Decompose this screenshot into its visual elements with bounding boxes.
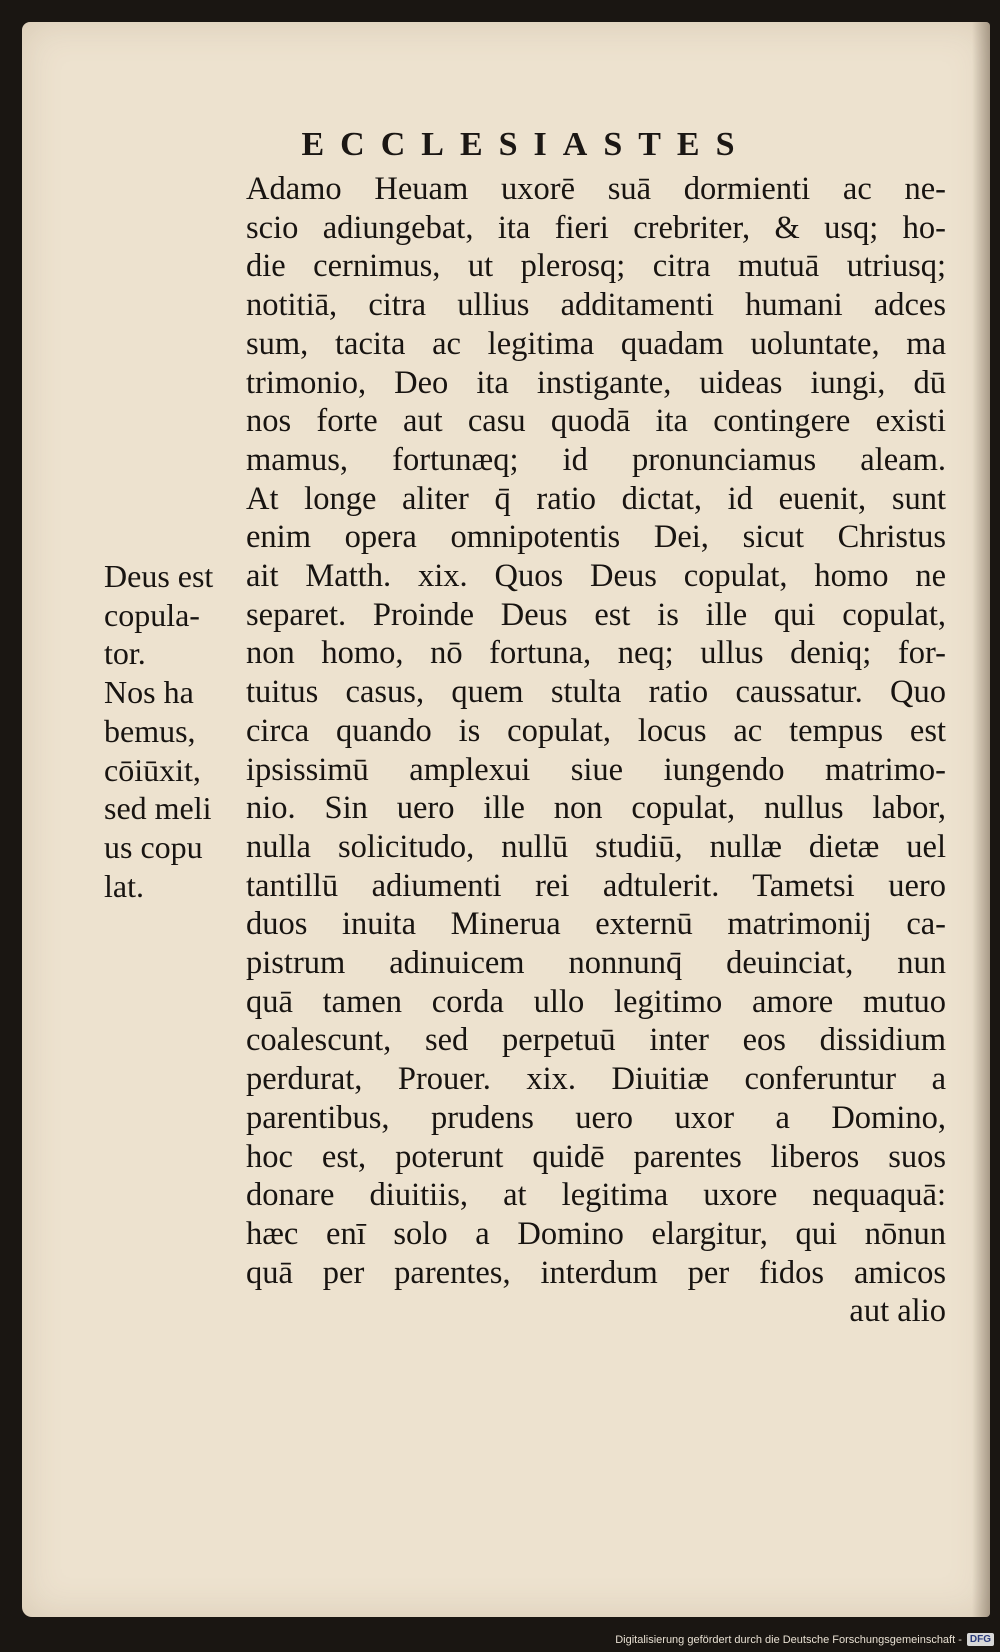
text-line: die cernimus, ut plerosq; citra mutuā utriusq; — [246, 248, 946, 285]
text-line: sum, tacita ac legitima quadam uoluntate, ma — [246, 325, 946, 362]
text-line: quā tamen corda ullo legitimo amore mutuo — [246, 983, 946, 1020]
marginal-note-line: Deus est — [104, 558, 214, 594]
text-line: scio adiungebat, ita fieri crebriter, & usq; ho- — [246, 209, 946, 246]
marginal-note-line: us copu — [104, 828, 203, 865]
text-line: tuitus casus, quem stulta ratio caussatur. Quo — [246, 674, 946, 711]
text-line: trimonio, Deo ita instigante, uideas iungi, dū — [246, 364, 946, 401]
text-line: ait Matth. xix. Quos Deus copulat, homo ne — [246, 558, 946, 595]
text-line: coalescunt, sed perpetuū inter eos dissidium — [246, 1022, 946, 1059]
main-text-block — [246, 170, 946, 1331]
text-line: nulla solicitudo, nullū studiū, nullæ dietæ uel — [246, 828, 946, 865]
marginal-note-line: lat. — [104, 867, 144, 904]
catchword: aut alio — [849, 1293, 946, 1330]
text-line: hoc est, poterunt quidē parentes liberos suos — [246, 1138, 946, 1175]
marginal-note — [104, 557, 244, 905]
text-line: hæc enī solo a Domino elargitur, qui nōnun — [246, 1215, 946, 1252]
text-line: nos forte aut casu quodā ita contingere existi — [246, 403, 946, 440]
marginal-note-line: bemus, — [104, 712, 196, 749]
book-page — [22, 22, 990, 1617]
text-line: perdurat, Prouer. xix. Diuitiæ conferuntur a — [246, 1061, 946, 1098]
digitization-credit — [615, 1633, 994, 1646]
text-line: nio. Sin uero ille non copulat, nullus labor, — [246, 790, 946, 827]
marginal-note-line: tor. — [104, 635, 146, 672]
text-line: notitiā, citra ullius additamenti humani adces — [246, 287, 946, 324]
page-edge-shadow — [972, 22, 990, 1617]
text-line: donare diuitiis, at legitima uxore nequaquā: — [246, 1177, 946, 1214]
text-line: parentibus, prudens uero uxor a Domino, — [246, 1099, 946, 1136]
text-line: non homo, nō fortuna, neq; ullus deniq; for- — [246, 635, 946, 672]
text-line: separet. Proinde Deus est is ille qui copulat, — [246, 596, 946, 633]
text-line: duos inuita Minerua externū matrimonij ca- — [246, 906, 946, 943]
text-line: quā per parentes, interdum per fidos amicos — [246, 1254, 946, 1291]
text-line: pistrum adinuicem nonnunq̄ deuinciat, nun — [246, 945, 946, 982]
credit-text: Digitalisierung gefördert durch die Deutsche Forschungsgemeinschaft - — [615, 1633, 962, 1646]
marginal-note-line: Nos ha — [104, 674, 194, 711]
text-line: At longe aliter q̄ ratio dictat, id euenit, sunt — [246, 480, 946, 517]
text-line: tantillū adiumenti rei adtulerit. Tametsi uero — [246, 867, 946, 904]
running-head: ECCLESIASTES — [301, 126, 751, 163]
text-line: Adamo Heuam uxorē suā dormienti ac ne- — [246, 171, 946, 207]
marginal-note-line: copula- — [104, 596, 200, 633]
marginal-note-line: sed meli — [104, 790, 212, 827]
dfg-logo: DFG — [967, 1633, 994, 1646]
marginal-note-line: cōiūxit, — [104, 751, 201, 788]
text-line: mamus, fortunæq; id pronunciamus aleam. — [246, 441, 946, 478]
text-line: ipsissimū amplexui siue iungendo matrimo- — [246, 751, 946, 788]
text-line: enim opera omnipotentis Dei, sicut Christus — [246, 519, 946, 556]
text-line: circa quando is copulat, locus ac tempus est — [246, 712, 946, 749]
